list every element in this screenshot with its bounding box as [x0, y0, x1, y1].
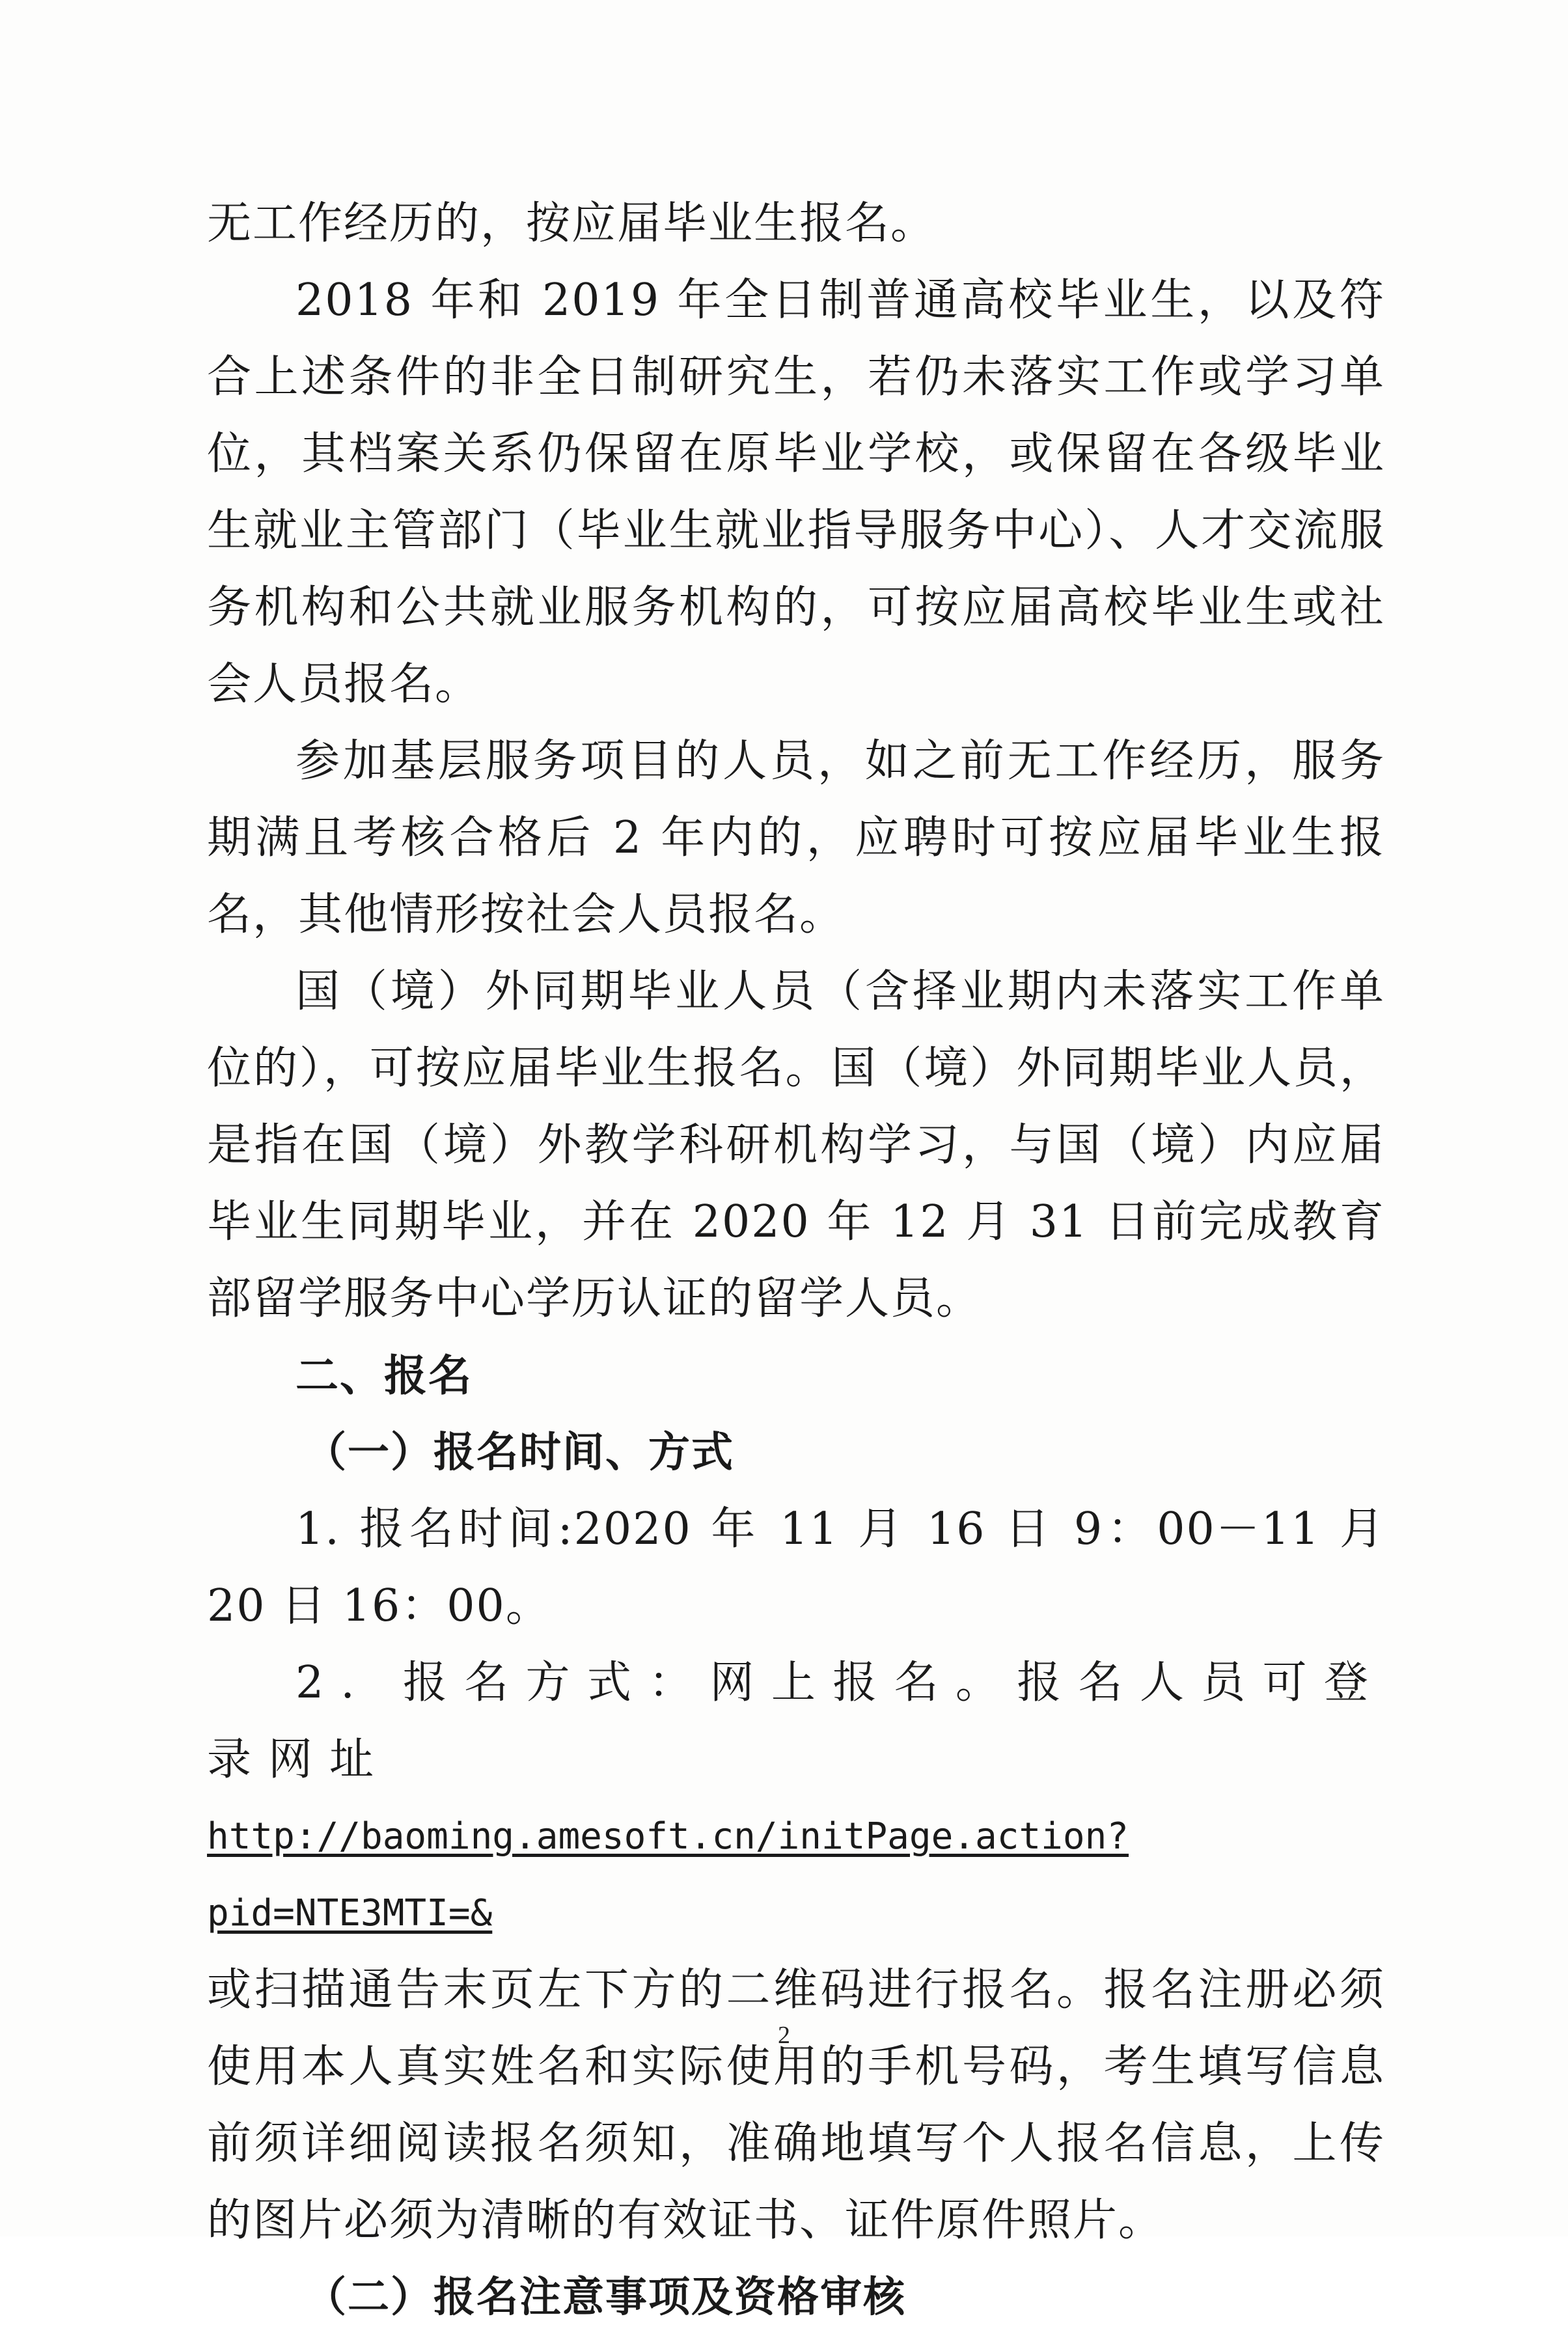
item-registration-method: 2. 报名方式：网上报名。报名人员可登录网址	[207, 1657, 1385, 1785]
page-number: 2	[778, 2022, 790, 2049]
document-body	[207, 186, 1385, 2336]
subsection-heading-notes-review: （二）报名注意事项及资格审核	[305, 2274, 906, 2322]
paragraph-continuation: 无工作经历的，按应届毕业生报名。	[207, 198, 937, 249]
registration-url-link[interactable]: http://baoming.amesoft.cn/initPage.action?pid=NTE3MTI=&	[207, 1815, 1129, 1934]
subsection-heading-time-method: （一）报名时间、方式	[305, 1429, 734, 1477]
paragraph-grassroots-service: 参加基层服务项目的人员，如之前无工作经历，服务期满且考核合格后 2 年内的，应聘时可按应届毕业生报名，其他情形按社会人员报名。	[207, 735, 1385, 941]
paragraph-registration-instructions: 或扫描通告末页左下方的二维码进行报名。报名注册必须使用本人真实姓名和实际使用的手机号码，考生填写信息前须详细阅读报名须知，准确地填写个人报名信息，上传的图片必须为清晰的有效证书、证件原件照片。	[207, 1964, 1385, 2246]
paragraph-overseas-graduates: 国（境）外同期毕业人员（含择业期内未落实工作单位的），可按应届毕业生报名。国（境）外同期毕业人员，是指在国（境）外教学科研机构学习，与国（境）内应届毕业生同期毕业，并在 2020 年 12 月 31 日前完成教育部留学服务中心学历认证的留学人员。	[207, 966, 1385, 1325]
section-heading-registration: 二、报名	[296, 1351, 473, 1401]
paragraph-graduates-2018-2019: 2018 年和 2019 年全日制普通高校毕业生，以及符合上述条件的非全日制研究生，若仍未落实工作或学习单位，其档案关系仍保留在原毕业学校，或保留在各级毕业生就业主管部门（毕业生就业指导服务中心）、人才交流服务机构和公共就业服务机构的，可按应届高校毕业生或社会人员报名。	[207, 275, 1385, 710]
item-registration-time: 1. 报名时间:2020 年 11 月 16 日 9：00－11 月 20 日 16：00。	[207, 1504, 1385, 1632]
